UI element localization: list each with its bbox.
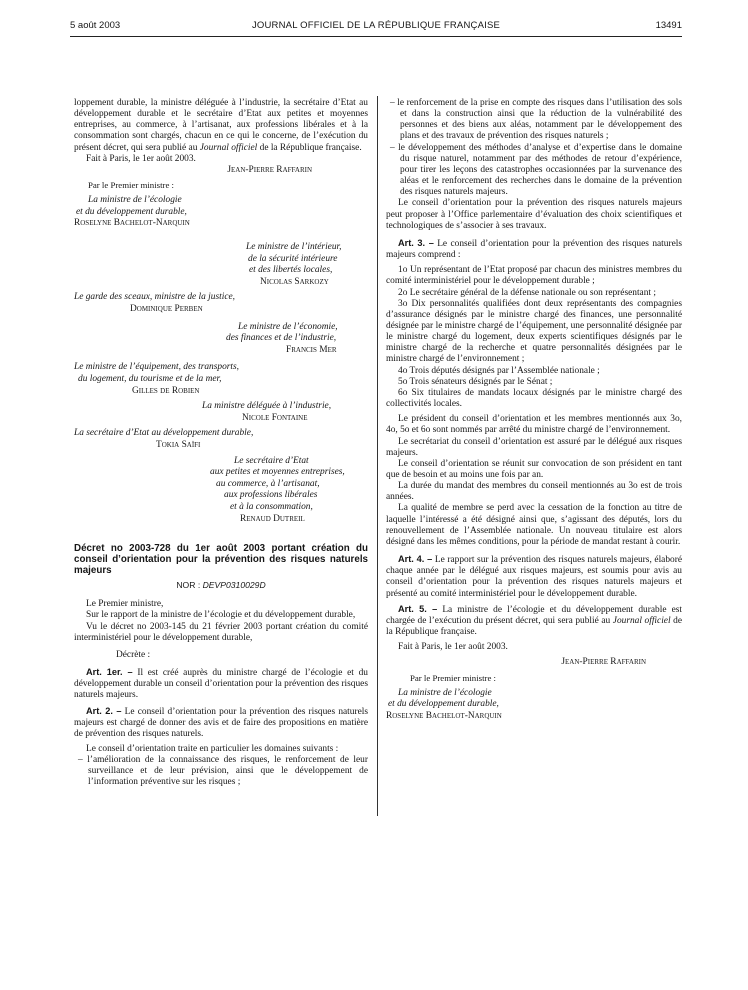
secretariat-paragraph: Le secrétariat du conseil d’orientation est assuré par le délégué aux risques majeurs. <box>386 436 682 458</box>
issue-date: 5 août 2003 <box>70 20 121 31</box>
rapport-line: Sur le rapport de la ministre de l’écologie et du développement durable, <box>86 610 356 621</box>
member-item-6: 6o Six titulaires de mandats locaux désignés par le ministre chargé des collectivités locales. <box>386 387 682 410</box>
page-number: 13491 <box>655 20 682 31</box>
duree-paragraph: La durée du mandat des membres du conseil mentionnés au 3o est de trois années. <box>386 481 682 503</box>
pm-signature: Jean-Pierre Raffarin <box>227 164 312 175</box>
office-paragraph: Le conseil d’orientation pour la prévention des risques naturels majeurs peut proposer à l’Office parlementaire d’évaluation des choix scientifiques et technologiques de s’associer à ses travaux. <box>386 198 682 231</box>
signature-economie: Le ministre de l’économie, des finances et de l’industrie, Francis Mer <box>226 321 338 355</box>
signature-pme: Le secrétaire d’Etat aux petites et moyennes entreprises, au commerce, à l’artisanat, aux professions libérales et à la consommation, Renaud Dutreil <box>210 455 345 524</box>
right-column <box>386 98 682 722</box>
signature-ecologie: La ministre de l’écologie et du développement durable, Roselyne Bachelot-Narquin <box>386 687 502 721</box>
par-premier-ministre: Par le Premier ministre : <box>410 672 496 683</box>
member-item-5: 5o Trois sénateurs désignés par le Sénat ; <box>398 376 553 387</box>
member-item-2: 2o Le secrétaire général de la défense nationale ou son représentant ; <box>398 287 656 298</box>
article-4: Art. 4. – Le rapport sur la prévention des risques naturels majeurs, élaboré chaque année par le délégué aux risques majeurs, est soumis pour avis au conseil d’orientation pour la prévention des risques naturels majeurs et présenté au comité interministériel pour le développement durable. <box>386 554 682 599</box>
vu-line: Vu le décret no 2003-145 du 21 février 2003 portant création du comité interministériel pour le développement durable, <box>74 621 368 643</box>
article-2: Art. 2. – Le conseil d’orientation pour la prévention des risques naturels majeurs est chargé de donner des avis et de faire des propositions en matière de prévention des risques naturels. <box>74 705 369 739</box>
list-item: – le développement des méthodes d’analyse et d’expertise dans le domaine du risque naturel, notamment par des méthodes de retour d’expérience, pour tirer les leçons des catastrophes occasionnées par la survenance des aléas et le renforcement des recherches dans le domaine de la prévention des risques naturels majeurs. <box>390 142 682 198</box>
left-column <box>74 98 368 789</box>
signature-secretaire-dd: La secrétaire d’Etat au développement durable, Tokia Saïfi <box>74 428 254 450</box>
list-item: – l’amélioration de la connaissance des risques, le renforcement de leur surveillance et de leur prévision, ainsi que le développement de l’information préventive sur les risques ; <box>78 755 368 788</box>
journal-title: JOURNAL OFFICIEL DE LA RÉPUBLIQUE FRANÇAISE <box>251 20 501 31</box>
member-item-1: 1o Un représentant de l’Etat proposé par chacun des ministres membres du comité interministériel pour le développement durable ; <box>386 265 682 287</box>
member-item-4: 4o Trois députés désignés par l’Assemblée nationale ; <box>398 365 600 376</box>
column-divider <box>377 96 378 816</box>
signature-industrie: La ministre déléguée à l’industrie, Nicole Fontaine <box>202 401 332 423</box>
list-item: – le renforcement de la prise en compte des risques dans l’utilisation des sols et dans la construction ainsi que la réduction de la vulnérabilité des personnes et des biens aux aléas, notamment par le développement des plans et des travaux de prévention des risques naturels ; <box>390 98 682 142</box>
domaines-line: Le conseil d’orientation traite en particulier les domaines suivants : <box>86 743 339 754</box>
president-paragraph: Le président du conseil d’orientation et les membres mentionnés aux 3o, 4o, 5o et 6o sont nommés par arrêté du ministre chargé de l’environnement. <box>386 414 682 436</box>
signature-equipement: Le ministre de l’équipement, des transports, du logement, du tourisme et de la mer, Gilles de Robien <box>74 362 240 396</box>
decret-title: Décret no 2003-728 du 1er août 2003 portant création du conseil d’orientation pour la prévention des risques naturels majeurs <box>74 543 368 577</box>
running-header <box>70 20 682 34</box>
article-5: Art. 5. – La ministre de l’écologie et du développement durable est chargée de l’exécution du présent décret, qui sera publié au Journal officiel de la République française. <box>386 603 683 638</box>
signature-ecologie: La ministre de l’écologie et du développement durable, Roselyne Bachelot-Narquin <box>74 195 190 229</box>
article-3: Art. 3. – Le conseil d’orientation pour la prévention des risques naturels majeurs comprend : <box>386 237 683 261</box>
member-item-3: 3o Dix personnalités qualifiées dont deux représentants des compagnies d’assurance désignés par le ministre chargé des finances, une personnalité désignée par le ministre chargé de l’équipement, une personnalité désignée par le ministre chargé du logement, deux experts scientifiques désignés par le ministre chargé de la recherche et quatre personnalités désignées par le ministre chargé de l’environnement ; <box>386 298 682 365</box>
reunion-paragraph: Le conseil d’orientation se réunit sur convocation de son président en tant que de besoin et au moins une fois par an. <box>386 458 682 480</box>
decrete-line: Décrète : <box>116 649 151 660</box>
intro-paragraph: loppement durable, la ministre déléguée à l’industrie, la secrétaire d’Etat au développement durable et le secrétaire d’Etat aux petites et moyennes entreprises, au commerce, à l’artisanat, aux professions libérales et à la consommation sont chargés, chacun en ce qui le concerne, de l’exécution du présent décret, qui sera publié au Journal officiel de la République française. <box>74 98 368 153</box>
nor-reference: NOR : DEVP0310029D <box>176 580 266 591</box>
pm-signature: Jean-Pierre Raffarin <box>561 657 646 668</box>
fait-a-paris: Fait à Paris, le 1er août 2003. <box>86 153 196 164</box>
fait-a-paris: Fait à Paris, le 1er août 2003. <box>398 642 508 653</box>
qualite-paragraph: La qualité de membre se perd avec la cessation de la fonction au titre de laquelle l’intéressé a été désigné ainsi que, s’agissant des députés, lors du renouvellement de l’Assemblée nationale. Un nouveau titulaire est alors désigné dans les mêmes conditions, pour la période de mandat restant à courir. <box>386 503 682 547</box>
signature-justice: Le garde des sceaux, ministre de la justice, Dominique Perben <box>74 292 235 314</box>
article-1: Art. 1er. – Il est créé auprès du ministre chargé de l’écologie et du développement durable un conseil d’orientation pour la prévention des risques naturels majeurs. <box>74 667 368 701</box>
signature-interieur: Le ministre de l’intérieur, de la sécurité intérieure et des libertés locales, Nicolas Sarkozy <box>246 242 342 287</box>
par-premier-ministre: Par le Premier ministre : <box>88 180 174 191</box>
header-rule <box>70 36 682 37</box>
premier-ministre-line: Le Premier ministre, <box>86 599 164 610</box>
